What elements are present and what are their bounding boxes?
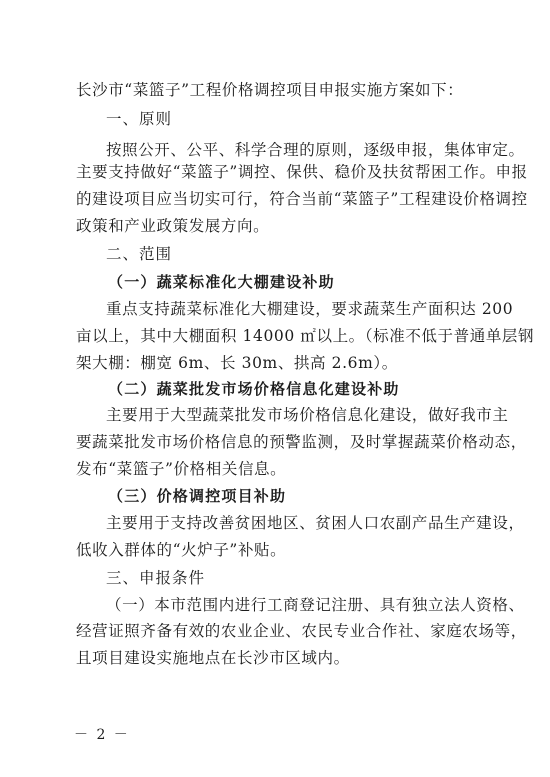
section-1-line-1: 按照公开、公平、科学合理的原则，逐级申报，集体审定。 [106,141,525,159]
subsection-2-line-3: 发布“菜篮子”价格相关信息。 [76,460,287,478]
subsection-3-heading: （三）价格调控项目补助 [108,487,287,505]
subsection-1-line-3: 架大棚：棚宽 6m、长 30m、拱高 2.6m）。 [76,354,398,372]
subsection-1-line-1: 重点支持蔬菜标准化大棚建设，要求蔬菜生产面积达 200 [106,300,514,318]
subsection-2-line-1: 主要用于大型蔬菜批发市场价格信息化建设，做好我市主 [106,406,509,424]
subsection-2-line-2: 要蔬菜批发市场价格信息的预警监测，及时掌握蔬菜价格动态， [76,433,527,451]
section-2-heading: 二、范围 [106,245,173,263]
page-number: － 2 － [74,727,130,743]
section-3-line-2: 经营证照齐备有效的农业企业、农民专业合作社、家庭农场等， [76,622,527,640]
section-1-line-2: 主要支持做好“菜篮子”调控、保供、稳价及扶贫帮困工作。申报 [76,163,528,181]
subsection-2-heading: （二）蔬菜批发市场价格信息化建设补助 [108,380,400,398]
section-3-line-1: （一）本市范围内进行工商登记注册、具有独立法人资格、 [106,596,525,614]
section-1-heading: 一、原则 [106,110,173,128]
section-1-line-3: 的建设项目应当切实可行，符合当前“菜篮子”工程建设价格调控 [76,190,528,208]
section-3-heading: 三、申报条件 [106,569,206,587]
subsection-3-line-2: 低收入群体的“火炉子”补贴。 [76,541,287,559]
section-1-line-4: 政策和产业政策发展方向。 [76,217,270,235]
section-3-line-3: 且项目建设实施地点在长沙市区域内。 [76,649,350,667]
intro-text: 长沙市“菜篮子”工程价格调控项目申报实施方案如下： [76,81,464,99]
subsection-1-heading: （一）蔬菜标准化大棚建设补助 [108,273,335,291]
subsection-1-line-2: 亩以上，其中大棚面积 14000 ㎡以上。（标准不低于普通单层钢 [76,327,535,345]
subsection-3-line-1: 主要用于支持改善贫困地区、贫困人口农副产品生产建设， [106,514,525,532]
